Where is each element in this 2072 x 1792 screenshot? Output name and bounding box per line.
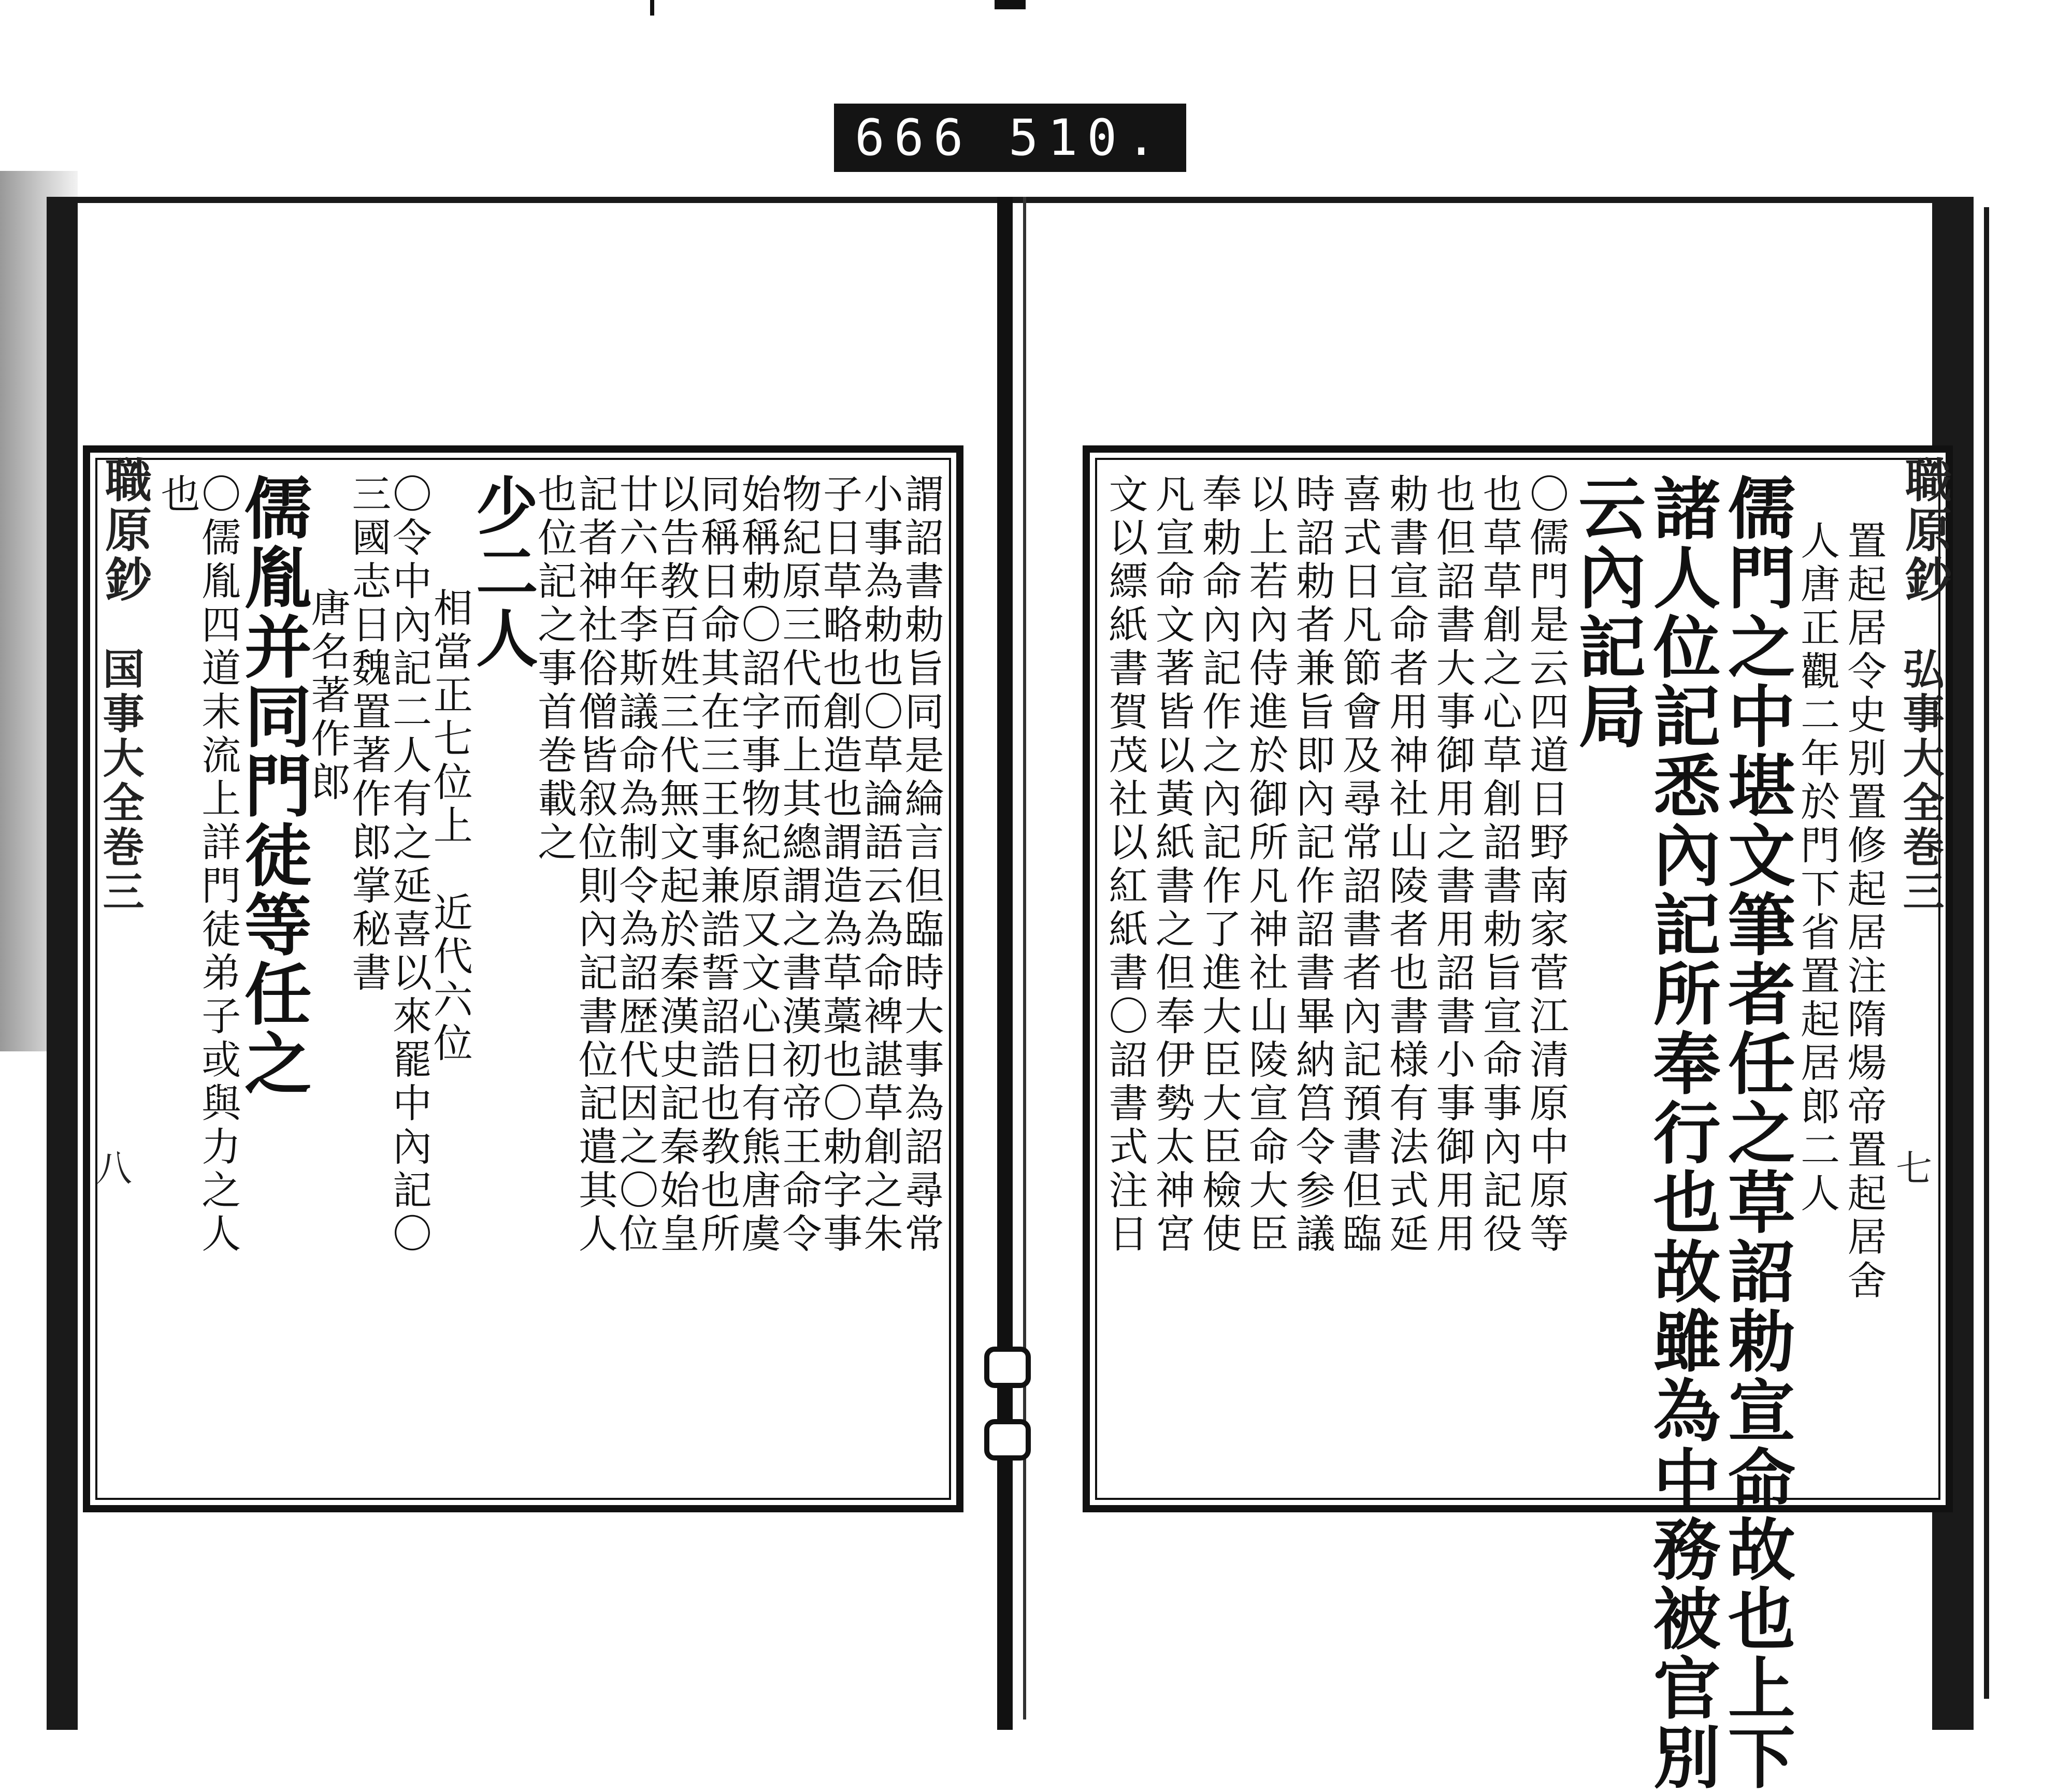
text-column: 三國志日魏置著作郎掌秘書 — [345, 473, 392, 995]
text-column: 相當正七位上 近代六位 — [427, 587, 473, 1066]
text-column: 子日草略也創造也謂造為草藁也〇勅字事 — [816, 473, 863, 1256]
text-column: 以上若內侍進於御所凡神社山陵宣命大臣 — [1242, 473, 1289, 1256]
text-column: 也但詔書大事御用之書用詔書小事御用用 — [1429, 473, 1476, 1256]
right-margin-title: 職原鈔 — [1897, 456, 1952, 605]
text-column: 物紀原三代而上其總謂之書漢初帝王命令 — [775, 473, 822, 1256]
book-spine-line — [1023, 197, 1026, 1719]
top-mark-small — [650, 0, 654, 16]
text-column-heading: 少二人 — [465, 473, 539, 672]
text-column: 文以縹紙書賀茂社以紅紙書〇詔書式注日 — [1102, 473, 1148, 1256]
text-column: 同稱日命其在三王事兼誥誓詔誥也教也所 — [694, 473, 741, 1256]
text-column: 也草草創之心草創詔書勅旨宣命事內記役 — [1476, 473, 1523, 1256]
binding-loop — [984, 1419, 1031, 1461]
text-column: 人唐正觀二年於門下省置起居郎二人 — [1794, 520, 1840, 1216]
left-folio: 八 — [96, 1147, 132, 1190]
top-mark — [995, 0, 1026, 9]
left-book-edge — [47, 197, 78, 1730]
text-column: 也位記之事首巻載之 — [531, 473, 578, 865]
left-margin-title: 職原鈔 — [97, 456, 152, 605]
archive-label-right: 510. — [1008, 109, 1166, 167]
text-column: 喜式日凡節會及尋常詔書者內記預書但臨 — [1336, 473, 1383, 1256]
text-column: 〇儒門是云四道日野南家菅江清原中原等 — [1523, 473, 1570, 1256]
right-margin-subtitle: 弘事大全巻三 — [1896, 647, 1945, 915]
text-column-heading: 云內記局 — [1567, 473, 1647, 751]
text-column: 〇令中內記二人有之延喜以來罷中內記〇 — [386, 473, 433, 1256]
text-column: 廿六年李斯議命為制令為詔歴代因之〇位 — [613, 473, 659, 1256]
text-column-heading: 諸人位記悉內記所奉行也故雖為中務被官別 — [1642, 473, 1722, 1792]
right-book-edge-line — [1984, 207, 1989, 1699]
book-spine — [997, 197, 1013, 1730]
text-column: 也 — [154, 473, 200, 517]
text-column: 唐名著作郎 — [305, 587, 351, 805]
left-margin-subtitle: 国事大全巻三 — [96, 647, 145, 915]
text-column: 〇儒胤四道末流上詳門徒弟子或與力之人 — [195, 473, 241, 1256]
text-column: 記者神社俗僧皆叙位則內記書位記遣其人 — [572, 473, 618, 1256]
left-text-frame — [83, 445, 963, 1512]
text-column-heading: 儒胤并同門徒等任之 — [233, 473, 313, 1098]
text-column: 小事為勅也〇草論語云為命裨諶草創之朱 — [857, 473, 904, 1256]
binding-loop — [984, 1347, 1031, 1388]
archive-label-left: 666 — [855, 109, 973, 167]
left-text-columns — [154, 473, 944, 1484]
right-folio: 七 — [1896, 1147, 1932, 1190]
text-column: 以告教百姓三代無文起於秦漢史記秦始皇 — [653, 473, 700, 1256]
text-column: 置起居令史別置修起居注隋煬帝置起居舍 — [1840, 520, 1887, 1303]
text-column: 時詔勅者兼旨即內記作詔書畢納筥令参議 — [1289, 473, 1336, 1256]
text-column-heading: 儒門之中堪文筆者任之草詔勅宣命故也上下 — [1717, 473, 1796, 1792]
right-text-frame — [1083, 445, 1953, 1792]
text-column: 凡宣命文著皆以黃紙書之但奉伊勢太神宮 — [1149, 473, 1196, 1256]
archive-label — [834, 104, 1186, 172]
text-column: 謂詔書勅旨同是綸言但臨時大事為詔尋常 — [898, 473, 944, 1256]
text-column: 勅書宣命者用神社山陵者也書様有法式延 — [1383, 473, 1429, 1256]
text-column: 奉勅命內記作之內記作了進大臣大臣檢使 — [1196, 473, 1242, 1256]
text-column: 始稱勅〇詔字事物紀原又文心日有熊唐虞 — [735, 473, 782, 1256]
right-text-columns — [1102, 473, 1887, 1792]
